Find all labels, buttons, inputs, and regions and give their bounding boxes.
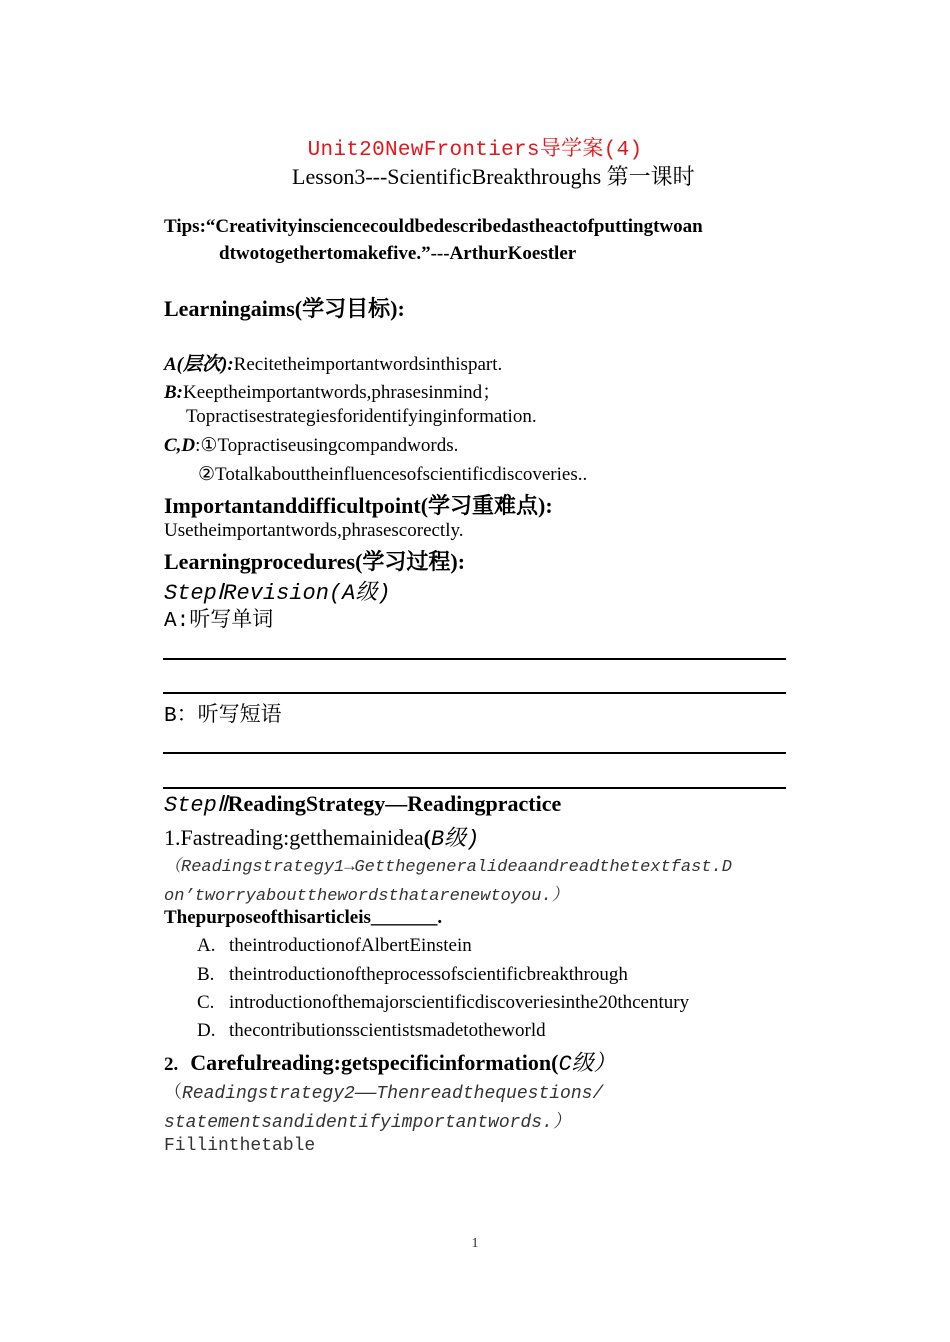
careful-reading-title: Carefulreading:getspecificinformation( [190, 1050, 559, 1075]
tips-line-2: dtwotogethertomakefive.”---ArthurKoestler [219, 243, 577, 264]
option-text: introductionofthemajorscientificdiscoveriesinthe20thcentury [229, 992, 690, 1013]
answer-line [163, 752, 786, 754]
option-d [197, 1020, 546, 1042]
option-c [197, 992, 689, 1014]
fast-reading-text: 1.Fastreading:getthemainidea [164, 825, 424, 850]
aim-b-label: B: [164, 382, 183, 403]
fast-reading-paren: ( [423, 825, 431, 850]
option-text: theintroductionofAlbertEinstein [229, 935, 472, 956]
step-2-heading [164, 791, 561, 818]
tips-line-1: Tips:“Creativityinsciencecouldbedescribedastheactofputtingtwoan [164, 216, 703, 237]
aim-a [164, 349, 502, 376]
answer-line [163, 658, 786, 660]
aim-cd-text-2: ②Totalkabouttheinfluencesofscientificdiscoveries.. [198, 464, 588, 485]
aim-b-text: Keeptheimportantwords,phrasesinmind； [183, 382, 502, 403]
strategy-1-line-1: （Readingstrategy1→Getthegeneralideaandreadthetextfast.D [164, 858, 732, 877]
strategy-2-line-2: statementsandidentifyimportantwords.） [164, 1113, 571, 1133]
dictation-words-label: A:听写单词 [164, 610, 274, 633]
document-title: Unit20NewFrontiers导学案(4) [307, 139, 643, 162]
purpose-question: Thepurposeofthisarticleis_______. [164, 907, 443, 928]
answer-line [163, 692, 786, 694]
option-b [197, 964, 628, 986]
option-text: theintroductionoftheprocessofscientificbreakthrough [229, 964, 628, 985]
aim-a-label: A(层次): [164, 354, 234, 375]
aim-b-text-2: Topractisestrategiesforidentifyinginformation. [186, 406, 537, 427]
option-letter: C. [197, 992, 215, 1013]
aim-cd-label: C,D [164, 435, 196, 456]
careful-reading-level: C级） [558, 1052, 616, 1077]
careful-reading-number: 2. [164, 1054, 179, 1075]
fast-reading-level: B级) [430, 827, 480, 852]
strategy-2-text: Readingstrategy2——Thenreadthequestions/ [182, 1084, 604, 1104]
strategy-2-open-paren: （ [164, 1084, 182, 1104]
answer-line [163, 787, 786, 789]
fast-reading-heading [164, 821, 479, 852]
dictation-phrases-label: B：听写短语 [164, 705, 282, 728]
page-number: 1 [471, 1236, 479, 1251]
strategy-1-line-2: on’tworryaboutthewordsthatarenewtoyou.） [164, 887, 569, 906]
step-2-title: ReadingStrategy—Readingpractice [227, 791, 562, 816]
lesson-subtitle: Lesson3---ScientificBreakthroughs 第一课时 [292, 164, 695, 189]
learning-procedures-heading: Learningprocedures(学习过程): [164, 549, 466, 574]
aim-cd [164, 434, 458, 457]
step-2-prefix: StepⅡ [164, 793, 228, 818]
important-points-text: Usetheimportantwords,phrasescorectly. [164, 520, 464, 541]
step-1-heading: StepⅠRevision(A级) [164, 581, 391, 606]
option-letter: D. [197, 1020, 216, 1041]
aim-b [164, 377, 501, 404]
learning-aims-heading: Learningaims(学习目标): [164, 296, 405, 321]
option-text: thecontributionsscientistsmadetotheworld [229, 1020, 546, 1041]
option-letter: A. [197, 935, 216, 956]
fill-table-instruction: Fillinthetable [164, 1136, 316, 1156]
aim-cd-text: :①Topractiseusingcompandwords. [195, 435, 459, 456]
important-points-heading: Importantanddifficultpoint(学习重难点): [164, 493, 553, 518]
strategy-2-line-1 [164, 1078, 603, 1104]
aim-a-text: Recitetheimportantwordsinthispart. [233, 354, 503, 375]
careful-reading-heading [164, 1046, 616, 1077]
option-a [197, 935, 472, 957]
option-letter: B. [197, 964, 215, 985]
